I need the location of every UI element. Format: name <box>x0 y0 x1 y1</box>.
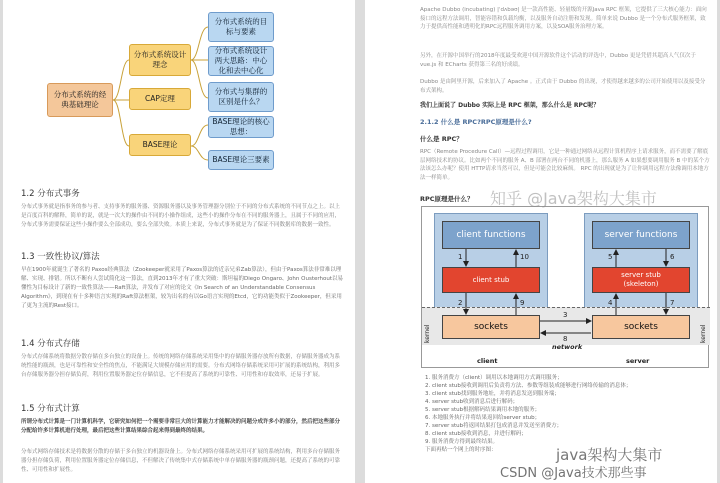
heading-1-4: 1.4 分布式存储 <box>21 339 80 349</box>
rpc-steps-list <box>425 374 705 454</box>
paragraph-dubbo-intro: Apache Dubbo (incubating) |ˈdʌbəʊ| 是一款高性能、轻量级的开源Java RPC 框架，它提供了三大核心能力：面向接口的远程方法调用，智能容错和负载均衡，以及服务自动注册和发现。简单来说 Dubbo 是一个分布式服务框架，致力于提供高性能和透明化的RPC远程服务调用方案，以及SOA服务治理方案。 <box>420 7 707 30</box>
heading-1-3: 1.3 一致性协议/算法 <box>21 252 100 262</box>
network-label: network <box>552 343 583 351</box>
paragraph-dubbo-history: 另外，在开源中国举行的2018年度最受欢迎中国开源软件这个活动的评选中，Dubbo 更是凭借其超高人气仅次于 vue.js 和 ECharts 获得第三名的好成绩。 <box>420 53 696 68</box>
arrow-num-2: 2 <box>458 299 463 307</box>
mindmap-leaf-cluster: 分布式与集群的区别是什么？ <box>208 82 274 112</box>
server-label: server <box>626 357 650 365</box>
arrow-num-3: 3 <box>563 311 568 319</box>
list-item: 7. server stub将返回结果打包成消息并发送至消费方； <box>425 423 563 429</box>
paragraph-1-3: 早在1900年就诞生了著名的 Paxos经典算法（Zookeeper就采用了Paxos算法的近亲兄弟Zab算法），但由于Paxos算法非常难以理解、实现、排错。所以不断有人尝试简化这一算法，直到2013年才有了重大突破：斯坦福的Diego Ongaro、John Ousterhout以易懂性为目标设计了新的一致性算法——Raft算法，并发布了对应的论文《In Search of an Understandable Consensus Algorithm》，到现在有十多种语言实现的Raft算法框架，较为出名的有以Go语言实现的Etcd，它的功能类似于Zookeeper，但采用了更为主流的Rest接口。 <box>21 267 344 309</box>
list-item: 8. client stub接收到消息，并进行解码； <box>425 431 527 437</box>
mindmap-leaf-goals: 分布式系统的目标与要素 <box>208 12 274 42</box>
rpc-diagram <box>421 206 709 368</box>
csdn-watermark: CSDN @Java技术那些事 <box>500 466 647 481</box>
mindmap-leaf-approaches: 分布式系统设计两大思路：中心化和去中心化 <box>208 46 274 76</box>
arrow-num-7: 7 <box>670 299 675 307</box>
client-kernel-label: kernel <box>424 324 431 343</box>
paragraph-1-5a: 所谓分布式计算是一门计算机科学，它研究如何把一个需要非常巨大的计算能力才能解决的问题分成许多小的部分，然后把这些部分分配给许多计算机进行处理，最后把这些计算结果综合起来得到最终的结果。 <box>21 419 341 434</box>
arrow-num-4: 4 <box>608 299 613 307</box>
paragraph-dubbo-apache: Dubbo 是由阿里开源，后来加入了 Apache 。正式由于 Dubbo 的出现，才使得越来越多的公司开始使用以及接受分布式架构。 <box>420 79 706 94</box>
jiagou-watermark: java架构大集市 <box>556 446 663 464</box>
mindmap-design-concept: 分布式系统设计理念 <box>129 44 191 76</box>
list-item: 3. client stub找到服务地址，并将消息发送到服务端； <box>425 391 560 397</box>
arrow-num-8: 8 <box>563 335 568 343</box>
heading-1-5: 1.5 分布式计算 <box>21 404 80 414</box>
arrow-num-10: 10 <box>520 253 529 261</box>
server-functions-box: server functions <box>592 221 690 249</box>
server-sockets-box: sockets <box>592 315 690 339</box>
paragraph-rpc-definition: RPC（Remote Procedure Call）—远程过程调用，它是一种通过网络从远程计算机程序上请求服务，而不需要了解底层网络技术的协议。比如两个不同的服务 A、B 部署在两台不同的机器上，那么服务 A 如果想要调用服务 B 中的某个方法该怎么办呢？使用 HTTP请求当然可以，但是可能会比较麻烦。 RPC 的出现就是为了让你调用远程方法像调用本地方法一样简单。 <box>420 149 710 181</box>
mindmap-cap: CAP定理 <box>129 88 191 110</box>
list-item: 9. 服务消费方得到最终结果。 <box>425 439 498 445</box>
zhihu-watermark: 知乎 @Java架构大集市 <box>490 189 657 208</box>
client-stub-box: client stub <box>442 267 540 293</box>
list-item: 下面再贴一个网上的时序图： <box>425 447 497 453</box>
heading-2-1-2: 2.1.2 什么是 RPC?RPC原理是什么? <box>420 118 532 126</box>
mindmap-leaf-base-core: BASE理论的核心思想： <box>208 116 274 138</box>
paragraph-1-5b: 分布式网络存储技术是将数据分散的存储于多台独立的机器设备上。分布式网络存储系统采用可扩展的系统结构，利用多台存储服务器分担存储负荷，利用位置服务器定位存储信息，不但解决了传统集中式存储系统中单存储服务器的瓶颈问题，还提高了系统的可靠性、可用性和扩展性。 <box>21 449 341 473</box>
list-item: 4. server stub收到消息后进行解码； <box>425 399 519 405</box>
server-kernel-label: kernel <box>700 324 707 343</box>
arrow-num-1: 1 <box>458 253 463 261</box>
question-what-is-rpc: 我们上面说了 Dubbo 实际上是 RPC 框架，那么什么是 RPC呢？ <box>420 102 600 109</box>
client-functions-box: client functions <box>442 221 540 249</box>
client-sockets-box: sockets <box>442 315 540 339</box>
server-stub-box: server stub (skeleton) <box>592 267 690 293</box>
paragraph-1-4: 分布式存储系统将数据分散存储在多台独立的设备上。传统的网络存储系统采用集中的存储服务器存放所有数据，存储服务器成为系统性能的瓶颈，也是可靠性和安全性的焦点，不能满足大规模存储应用的需要。分布式网络存储系统采用可扩展的系统结构，利用多台存储服务器分担存储负荷，利用位置服务器定位存储信息，它不但提高了系统的可靠性、可用性和存取效率，还易于扩展。 <box>21 354 341 378</box>
heading-what-is-rpc: 什么是 RPC？ <box>420 135 463 143</box>
list-item: 1. 服务消费方（client）调用以本地调用方式调用服务； <box>425 375 563 381</box>
arrow-num-5: 5 <box>608 253 613 261</box>
list-item: 6. 本地服务执行并将结果返回给server stub； <box>425 415 541 421</box>
left-page <box>3 0 355 483</box>
heading-rpc-principle: RPC原理是什么？ <box>420 195 474 203</box>
heading-1-2: 1.2 分布式事务 <box>21 189 80 199</box>
list-item: 5. server stub根据解码结果调用本地的服务； <box>425 407 541 413</box>
mindmap-base: BASE理论 <box>129 134 191 156</box>
client-label: client <box>477 357 498 365</box>
mindmap-leaf-base-elements: BASE理论三要素 <box>208 150 274 170</box>
list-item: 2. client stub接收到调用后负责将方法、参数等组装成能够进行网络传输的消息体； <box>425 383 632 389</box>
arrow-num-9: 9 <box>520 299 525 307</box>
right-page <box>365 0 717 483</box>
mindmap-root: 分布式系统的经典基础理论 <box>47 83 113 117</box>
paragraph-1-2: 分布式事务就是指事务的参与者、支持事务的服务器、资源服务器以及事务管理器分别位于不同的分布式系统的不同节点之上。以上是百度百科的解释，简单的说，就是一次大的操作由不同的小操作组成，这些小的操作分布在不同的服务器上，且属于不同的应用，分布式事务需要保证这些小操作要么全部成功，要么全部失败。本质上来说，分布式事务就是为了保证不同数据库的数据一致性。 <box>21 204 341 228</box>
arrow-num-6: 6 <box>670 253 675 261</box>
mindmap <box>3 0 355 178</box>
